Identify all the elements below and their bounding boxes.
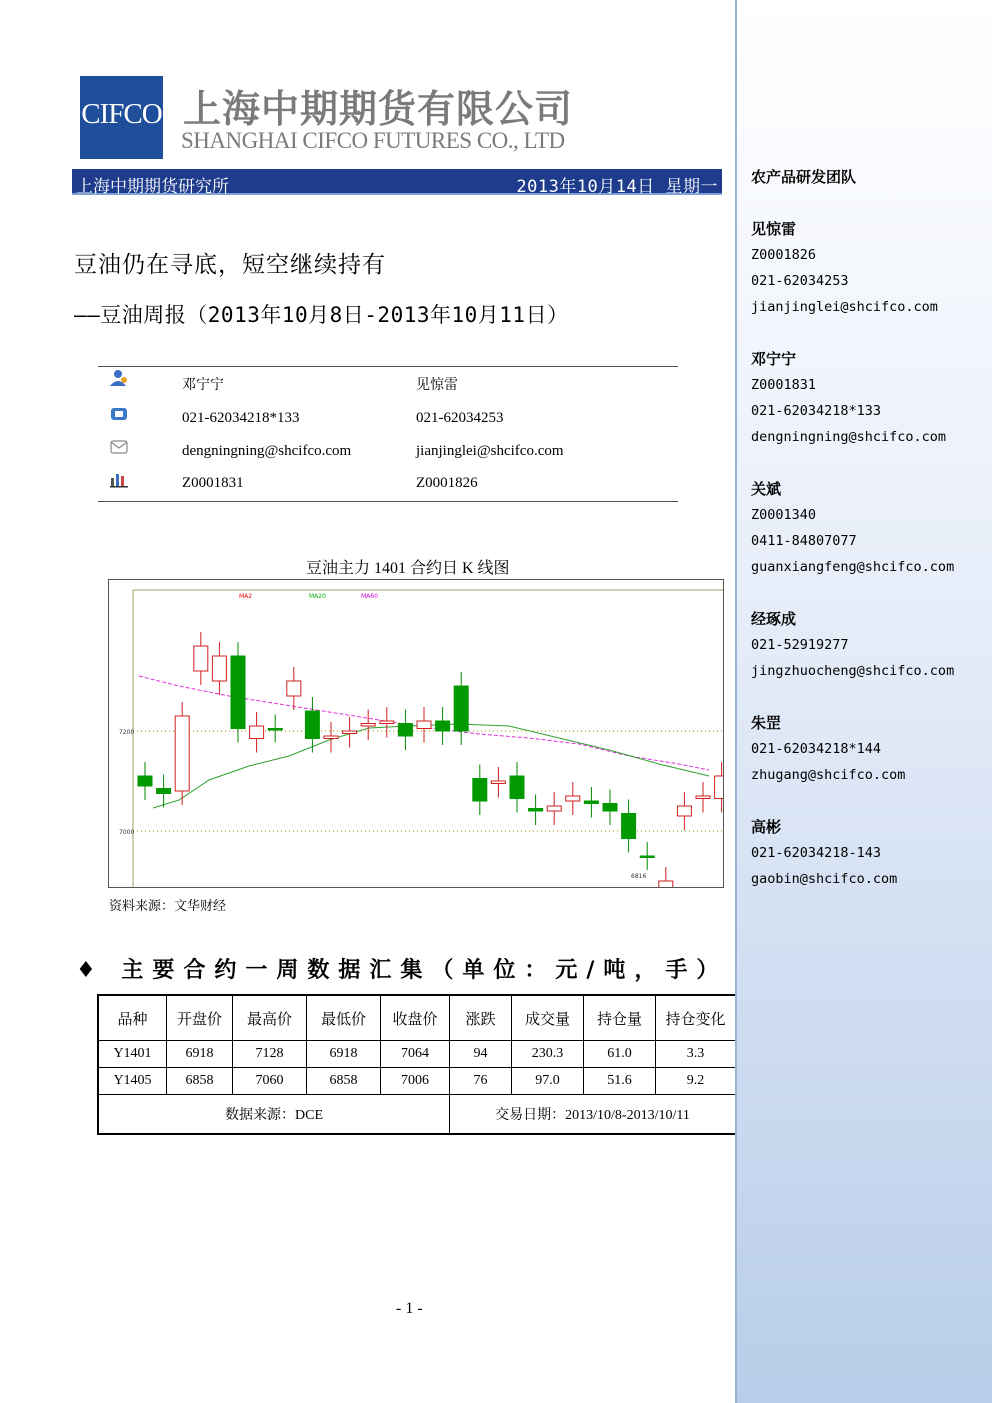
contact-row-license	[98, 468, 678, 500]
person-phone: 021-52919277	[751, 637, 849, 653]
candle-body	[529, 809, 543, 812]
candle-body	[510, 776, 524, 799]
table-cell: Y1405	[98, 1068, 167, 1095]
th-high: 最高价	[233, 995, 307, 1041]
team-title: 农产品研发团队	[751, 168, 857, 186]
person-name: 高彬	[751, 818, 782, 836]
candle-body	[454, 686, 468, 731]
candle-body	[696, 796, 710, 799]
person-email[interactable]: zhugang@shcifco.com	[751, 767, 906, 783]
candle-body	[677, 806, 691, 816]
logo-mark: CIFCO	[81, 98, 162, 130]
chart-title: 豆油主力 1401 合约日 K 线图	[306, 560, 510, 577]
analyst-a-email[interactable]: dengningning@shcifco.com	[182, 443, 352, 459]
candle-body	[491, 781, 505, 784]
candle-body	[361, 724, 375, 727]
kline-chart	[108, 579, 724, 888]
table-cell: 51.6	[584, 1068, 656, 1095]
table-footer-row	[98, 1095, 736, 1135]
table-cell: 97.0	[512, 1068, 584, 1095]
header-bar	[72, 169, 722, 195]
sidebar-person	[751, 346, 946, 450]
candle-body	[194, 646, 208, 671]
candle-body	[640, 856, 654, 858]
person-email[interactable]: gaobin@shcifco.com	[751, 871, 898, 887]
candle-body	[584, 801, 598, 804]
th-variety: 品种	[98, 995, 167, 1041]
candle-body	[473, 779, 487, 802]
analyst-contact-table	[98, 366, 678, 502]
candle-body	[566, 796, 580, 801]
candle-body	[715, 776, 723, 799]
person-phone: 021-62034218*144	[751, 741, 882, 757]
candle-body	[212, 656, 226, 681]
person-phone: 021-62034218-143	[751, 845, 882, 861]
person-id: Z0001340	[751, 507, 817, 523]
candle-body	[250, 726, 264, 739]
th-close: 收盘价	[381, 995, 450, 1041]
institute-name: 上海中期期货研究所	[76, 177, 229, 197]
page-number: - 1 -	[396, 1300, 423, 1317]
candles-group	[138, 632, 723, 887]
section-title: 主要合约一周数据汇集（单位：元/吨，手）	[121, 958, 728, 983]
person-name: 经琢成	[751, 610, 797, 628]
sidebar-person	[751, 606, 954, 684]
person-name: 邓宁宁	[751, 350, 797, 368]
candle-body	[157, 789, 171, 794]
candle-body	[175, 716, 189, 791]
table-row	[98, 1041, 736, 1068]
person-id: Z0001831	[751, 377, 817, 393]
sidebar-person	[751, 476, 954, 580]
th-low: 最低价	[307, 995, 381, 1041]
table-cell: 76	[450, 1068, 512, 1095]
person-name: 见惊雷	[751, 220, 797, 238]
person-phone: 021-62034218*133	[751, 403, 882, 419]
person-phone: 021-62034253	[751, 273, 849, 289]
sidebar-person	[751, 814, 897, 892]
table-cell: 6918	[307, 1041, 381, 1068]
sidebar-person	[751, 216, 938, 320]
table-cell: 9.2	[656, 1068, 737, 1095]
analyst-a-name: 邓宁宁	[182, 377, 224, 393]
th-oi-change: 持仓变化	[656, 995, 737, 1041]
candle-body	[287, 681, 301, 696]
chart-icon	[109, 470, 129, 488]
person-name: 关斌	[751, 480, 782, 498]
person-phone: 0411-84807077	[751, 533, 857, 549]
analyst-b-license: Z0001826	[416, 475, 478, 491]
table-cell: 6858	[307, 1068, 381, 1095]
candle-body	[305, 711, 319, 739]
candle-body	[603, 804, 617, 812]
table-row	[98, 1068, 736, 1095]
diamond-bullet-icon: ♦	[76, 958, 122, 983]
person-email[interactable]: guanxiangfeng@shcifco.com	[751, 559, 955, 575]
y-label-7200: 7200	[119, 729, 135, 736]
candle-body	[324, 736, 338, 739]
company-name-en: SHANGHAI CIFCO FUTURES CO., LTD	[181, 128, 565, 153]
person-icon	[109, 369, 129, 387]
candle-body	[380, 721, 394, 724]
person-id: Z0001826	[751, 247, 817, 263]
person-email[interactable]: jingzhuocheng@shcifco.com	[751, 663, 955, 679]
table-data-source: 数据来源：DCE	[98, 1095, 450, 1135]
person-email[interactable]: jianjinglei@shcifco.com	[751, 299, 938, 315]
y-label-7000: 7000	[119, 829, 135, 836]
table-cell: 6918	[167, 1041, 233, 1068]
table-cell: 7060	[233, 1068, 307, 1095]
analyst-b-email[interactable]: jianjinglei@shcifco.com	[416, 443, 564, 459]
legend-ma2: MA2	[239, 593, 253, 600]
th-open: 开盘价	[167, 995, 233, 1041]
analyst-a-license: Z0001831	[182, 475, 244, 491]
candle-body	[268, 729, 282, 731]
weekly-data-table	[97, 994, 737, 1135]
analyst-a-phone: 021-62034218*133	[182, 410, 300, 426]
legend-ma20: MA20	[309, 593, 326, 600]
candle-body	[659, 881, 673, 887]
candle-body	[436, 721, 450, 731]
contact-row-phone	[98, 403, 678, 435]
th-open-interest: 持仓量	[584, 995, 656, 1041]
analyst-b-name: 见惊雷	[416, 377, 458, 393]
table-cell: 61.0	[584, 1041, 656, 1068]
legend-ma60: MA60	[361, 593, 378, 600]
table-cell: 3.3	[656, 1041, 737, 1068]
th-volume: 成交量	[512, 995, 584, 1041]
report-date: 2013年10月14日 星期一	[516, 177, 718, 197]
th-change: 涨跌	[450, 995, 512, 1041]
table-cell: 7006	[381, 1068, 450, 1095]
table-cell: Y1401	[98, 1041, 167, 1068]
candle-body	[231, 656, 245, 729]
person-name: 朱罡	[751, 714, 782, 732]
sidebar-team-panel	[735, 0, 992, 1403]
candle-body	[138, 776, 152, 786]
table-cell: 230.3	[512, 1041, 584, 1068]
table-cell: 7128	[233, 1041, 307, 1068]
table-trade-dates: 交易日期：2013/10/8-2013/10/11	[450, 1095, 737, 1135]
person-email[interactable]: dengningning@shcifco.com	[751, 429, 947, 445]
mail-icon	[109, 438, 129, 456]
candle-body	[398, 724, 412, 737]
table-cell: 6858	[167, 1068, 233, 1095]
chart-source: 资料来源：文华财经	[109, 899, 227, 914]
company-name-cn: 上海中期期货有限公司	[183, 87, 574, 131]
contact-row-name	[98, 367, 678, 399]
report-subtitle: ——豆油周报（2013年10月8日-2013年10月11日）	[74, 303, 569, 327]
low-price-marker: 6816	[631, 873, 647, 880]
candle-body	[417, 721, 431, 729]
analyst-b-phone: 021-62034253	[416, 410, 504, 426]
table-cell: 7064	[381, 1041, 450, 1068]
sidebar-person	[751, 710, 905, 788]
candle-body	[622, 814, 636, 839]
company-logo	[80, 76, 163, 159]
ma-line-green	[153, 724, 709, 808]
report-title: 豆油仍在寻底，短空继续持有	[74, 252, 386, 278]
candle-body	[343, 731, 357, 734]
table-header-row	[98, 995, 736, 1041]
section-title-row	[76, 953, 727, 984]
phone-icon	[109, 405, 129, 423]
contact-row-email	[98, 436, 678, 468]
table-cell: 94	[450, 1041, 512, 1068]
candle-body	[547, 806, 561, 811]
kline-chart-svg	[109, 580, 723, 887]
